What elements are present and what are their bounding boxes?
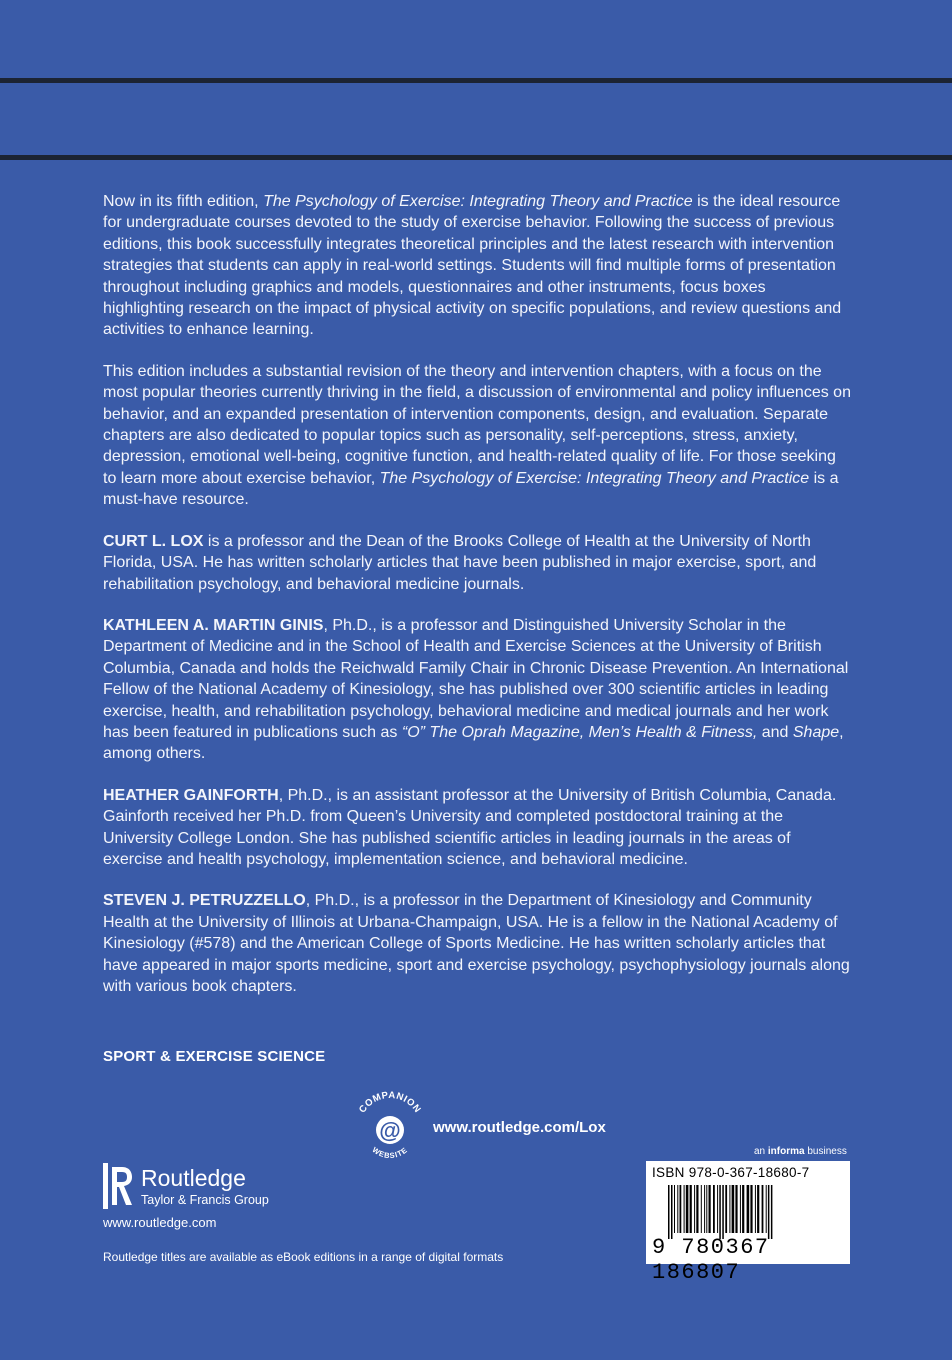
back-cover-text	[103, 191, 851, 1017]
barcode-digits: 9 780367 186807	[652, 1235, 770, 1285]
svg-text:COMPANION: COMPANION	[357, 1089, 423, 1116]
isbn-label: ISBN 978-0-367-18680-7	[652, 1165, 810, 1180]
publisher-name: Routledge	[141, 1165, 246, 1191]
barcode-bars	[646, 1183, 850, 1239]
author-name: CURT L. LOX	[103, 532, 204, 550]
publisher-website-link[interactable]: www.routledge.com	[103, 1215, 217, 1230]
svg-text:WEBSITE: WEBSITE	[370, 1145, 410, 1161]
author-bio-lox: CURT L. LOX is a professor and the Dean of the Brooks College of Health at the University of North Florida, USA. He has written scholarly articles that have been published in major exercise, sport, and rehabilitation psychology, and behavioral medicine journals.	[103, 532, 817, 593]
author-name: STEVEN J. PETRUZZELLO	[103, 892, 306, 910]
book-title: The Psychology of Exercise: Integrating Theory and Practice	[379, 469, 810, 487]
publisher-group: Taylor & Francis Group	[141, 1193, 269, 1207]
ebook-note: Routledge titles are available as eBook editions in a range of digital formats	[103, 1250, 504, 1264]
author-name: KATHLEEN A. MARTIN GINIS	[103, 616, 324, 634]
bottom-rule	[0, 155, 952, 160]
svg-text:@: @	[379, 1118, 401, 1143]
author-bio-petruzzello: STEVEN J. PETRUZZELLO, Ph.D., is a professor in the Department of Kinesiology and Community Health at the University of Illinois at Urbana-Champaign, USA. He is a fellow in the National Academy of Kinesiology (#578) and the American College of Sports Medicine. He has written scholarly articles that have appeared in major sports medicine, sport and exercise psychology, psychophysiology journals along with various book chapters.	[103, 892, 850, 995]
description-paragraph-1: Now in its fifth edition, The Psychology of Exercise: Integrating Theory and Practice is the ideal resource for undergraduate courses devoted to the study of exercise behavior. Following the success of previous editions, this book successfully integrates theoretical principles and the latest research with intervention strategies that students can apply in real-world settings. Students will find multiple forms of presentation throughout including graphics and models, questionnaires and other instruments, focus boxes highlighting research on the impact of physical activity on specific populations, and review questions and activities to enhance learning.	[103, 193, 842, 339]
isbn-barcode	[646, 1161, 850, 1285]
author-bio-martin-ginis: KATHLEEN A. MARTIN GINIS, Ph.D., is a professor and Distinguished University Scholar in the Department of Medicine and in the School of Health and Exercise Sciences at the University of British Columbia, Canada and holds the Reichwald Family Chair in Chronic Disease Prevention. An International Fellow of the National Academy of Kinesiology, she has published over 300 scientific articles in leading exercise, health, and rehabilitation psychology, behavioral medicine and medical journals and her work has been featured in publications such as “O” The Oprah Magazine, Men’s Health & Fitness, and Shape, among others.	[103, 616, 849, 763]
top-rule	[0, 78, 952, 83]
routledge-logo-icon	[103, 1163, 135, 1209]
book-title: The Psychology of Exercise: Integrating Theory and Practice	[263, 193, 693, 210]
companion-website-icon	[350, 1088, 430, 1168]
informa-business-label: an informa business	[754, 1146, 847, 1157]
companion-website-link[interactable]: www.routledge.com/Lox	[433, 1119, 606, 1136]
description-paragraph-2: This edition includes a substantial revision of the theory and intervention chapters, with a focus on the most popular theories currently thriving in the field, a discussion of environmental and policy influences on behavior, and an expanded presentation of intervention components, design, and evaluation. Separate chapters are also dedicated to popular topics such as personality, self-perceptions, stress, anxiety, depression, emotional well-being, cognitive function, and health-related quality of life. For those seeking to learn more about exercise behavior, The Psychology of Exercise: Integrating Theory and Practice is a must-have resource.	[103, 362, 851, 509]
author-name: HEATHER GAINFORTH	[103, 786, 279, 804]
author-bio-gainforth: HEATHER GAINFORTH, Ph.D., is an assistant professor at the University of British Columbia, Canada. Gainforth received her Ph.D. from Queen’s University and completed postdoctoral training at the University College London. She has published scientific articles in leading journals in the areas of exercise and health psychology, implementation science, and behavioral medicine.	[103, 786, 837, 868]
subject-category: SPORT & EXERCISE SCIENCE	[103, 1048, 326, 1065]
